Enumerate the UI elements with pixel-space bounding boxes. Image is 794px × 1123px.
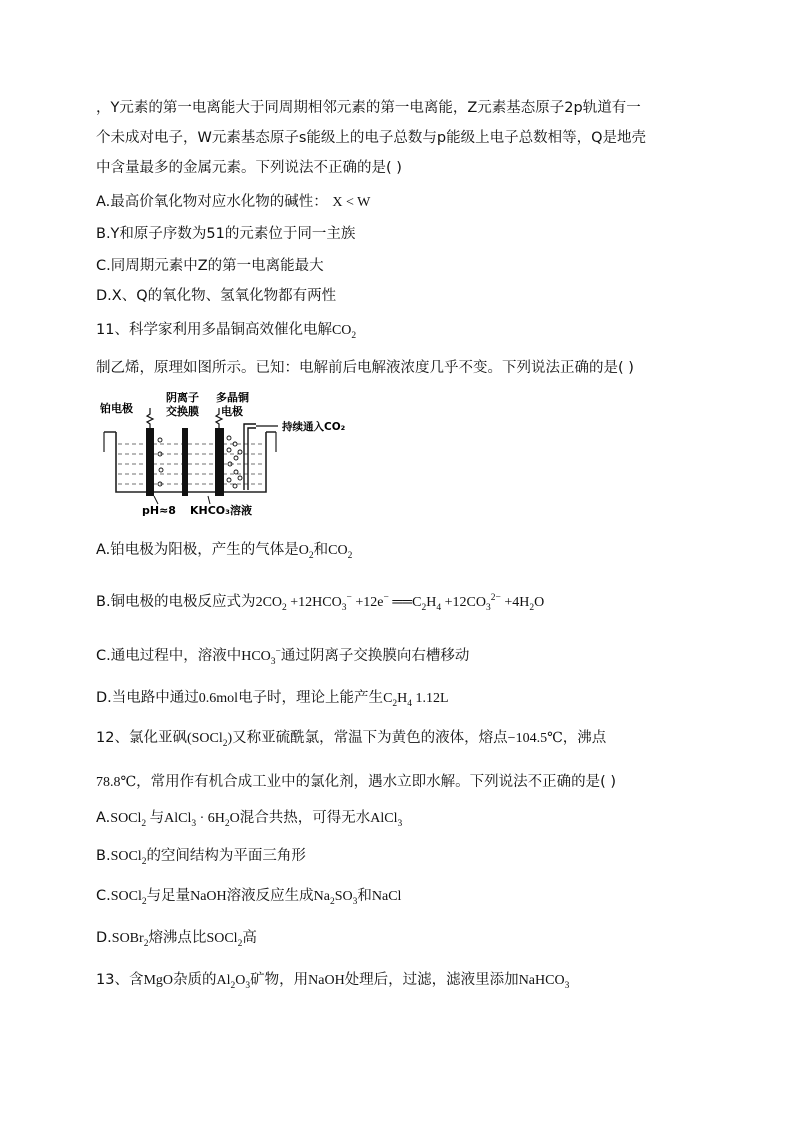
question-13: 13、含MgO杂质的$Al_2O_3$矿物，用NaOH处理后，过滤，滤液里添加NaHCO$_3$ bbox=[96, 972, 570, 991]
option-a: A.SOCl$_2$ 与AlCl$_3$ · $6H_2O$混合共热，可得无水AlCl$_3$ bbox=[96, 810, 403, 829]
label-ph: pH≈8 bbox=[142, 504, 176, 517]
electrolysis-diagram bbox=[98, 392, 360, 526]
option-c: C.同周期元素中Z的第一电离能最大 bbox=[96, 258, 324, 274]
option-b: B.SOCl$_2$的空间结构为平面三角形 bbox=[96, 848, 306, 867]
option-c: C.SOCl$_2$与足量NaOH溶液反应生成$Na_2SO_3$和NaCl bbox=[96, 888, 402, 907]
label-membrane-1: 阴离子 bbox=[166, 392, 199, 404]
label-platinum: 铂电极 bbox=[100, 402, 133, 415]
option-d: D.当电路中通过0.6mol电子时，理论上能产生$C_2H_4$ 1.12L bbox=[96, 690, 449, 709]
text-line: 个未成对电子，W元素基态原子s能级上的电子总数与p能级上电子总数相等，Q是地壳 bbox=[96, 130, 647, 146]
option-a: A.最高价氧化物对应水化物的碱性： X < W bbox=[96, 194, 371, 210]
question-12: 12、氯化亚砜(SOCl$_2$)又称亚硫酰氯，常温下为黄色的液体，熔点−104.5℃，沸点 bbox=[96, 730, 607, 749]
option-a: A.铂电极为阳极，产生的气体是$O_2$和$CO_2$ bbox=[96, 542, 353, 561]
label-copper-1: 多晶铜 bbox=[216, 392, 249, 404]
option-b: B.铜电极的电极反应式为$2CO_2 +12HCO_3^- +12e^-$ $══C_2H_4 +12CO_3^{2-} +4H_2O$ bbox=[96, 593, 545, 613]
text-line: 中含量最多的金属元素。下列说法不正确的是( ) bbox=[96, 160, 402, 176]
text-line: ，Y元素的第一电离能大于同周期相邻元素的第一电离能，Z元素基态原子2p轨道有一 bbox=[96, 100, 641, 116]
option-d: D.SOBr$_2$熔沸点比SOCl$_2$高 bbox=[96, 930, 257, 949]
label-membrane-2: 交换膜 bbox=[166, 405, 199, 418]
label-copper-2: 电极 bbox=[221, 405, 243, 418]
question-11: 11、科学家利用多晶铜高效催化电解$CO_2$ bbox=[96, 322, 357, 341]
text-line: 制乙烯，原理如图所示。已知：电解前后电解液浓度几乎不变。下列说法正确的是( ) bbox=[96, 360, 634, 376]
option-c: C.通电过程中，溶液中$HCO_3^-$通过阴离子交换膜向右槽移动 bbox=[96, 647, 470, 667]
text-line: 78.8℃，常用作有机合成工业中的氯化剂，遇水立即水解。下列说法不正确的是( ) bbox=[96, 774, 617, 790]
option-b: B.Y和原子序数为51的元素位于同一主族 bbox=[96, 226, 356, 242]
option-d: D.X、Q的氧化物、氢氧化物都有两性 bbox=[96, 288, 337, 304]
label-co2-inflow: 持续通入CO₂ bbox=[282, 421, 346, 433]
label-khco3: KHCO₃溶液 bbox=[190, 504, 252, 517]
